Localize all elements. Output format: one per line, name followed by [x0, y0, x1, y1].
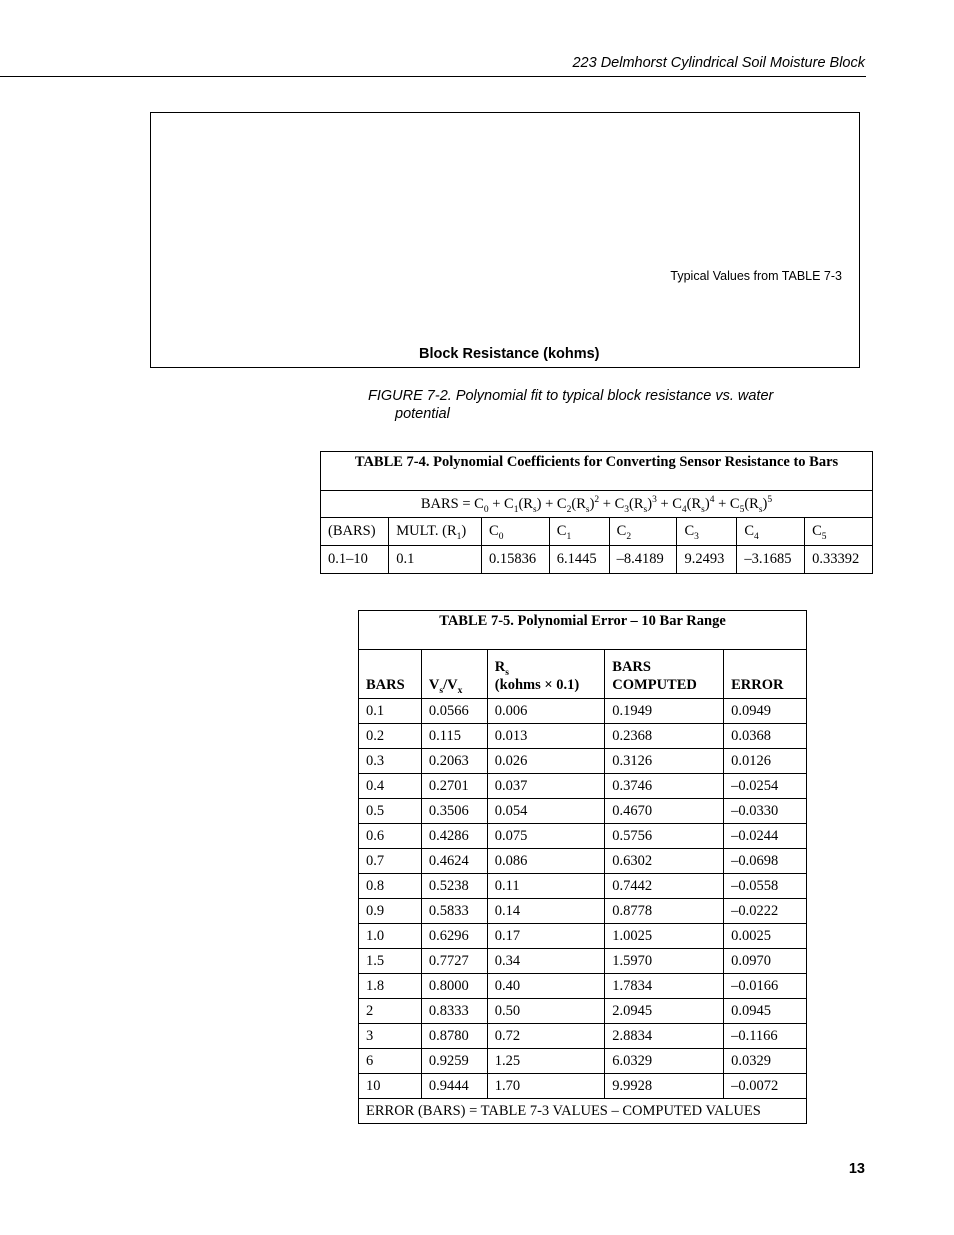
table-cell: 0.037 [487, 774, 604, 799]
table-cell: 0.7 [359, 849, 422, 874]
table-cell: 2 [359, 999, 422, 1024]
table-cell: 2.8834 [605, 1024, 724, 1049]
header-c5: $C_5$ [805, 518, 873, 546]
table-7-4 [320, 451, 873, 574]
table-cell: 0.054 [487, 799, 604, 824]
header-bars-computed: BARS COMPUTED [605, 650, 724, 699]
table-cell: –0.0254 [724, 774, 807, 799]
header-error: ERROR [724, 650, 807, 699]
table-cell: 0.0329 [724, 1049, 807, 1074]
table-cell: 0.6 [359, 824, 422, 849]
table-cell: –0.1166 [724, 1024, 807, 1049]
table-cell: 0.3 [359, 749, 422, 774]
table-cell: 0.0025 [724, 924, 807, 949]
header-bars: (BARS) [321, 518, 389, 546]
table-title-row [321, 452, 873, 491]
table-cell: 0.7727 [421, 949, 487, 974]
table-cell: 0.5756 [605, 824, 724, 849]
table-cell: 1.0 [359, 924, 422, 949]
table-cell: –0.0166 [724, 974, 807, 999]
table-header-row [359, 650, 807, 699]
header-rule [0, 76, 866, 77]
header-c4: $C_4$ [737, 518, 805, 546]
table-cell: 0.0566 [421, 699, 487, 724]
table-row [359, 824, 807, 849]
table-cell: 0.33392 [805, 546, 873, 574]
table-cell: 0.2701 [421, 774, 487, 799]
equation-row [321, 491, 873, 518]
table-cell: 0.17 [487, 924, 604, 949]
table-cell: –0.0330 [724, 799, 807, 824]
table-cell: 0.7442 [605, 874, 724, 899]
table-cell: –3.1685 [737, 546, 805, 574]
table-cell: 6 [359, 1049, 422, 1074]
table-cell: 0.2368 [605, 724, 724, 749]
table-cell: 0.9444 [421, 1074, 487, 1099]
table-cell: 9.2493 [677, 546, 737, 574]
table-cell: 1.5 [359, 949, 422, 974]
table-cell: 0.4670 [605, 799, 724, 824]
running-title: 223 Delmhorst Cylindrical Soil Moisture Block [572, 55, 865, 71]
table-cell: 1.8 [359, 974, 422, 999]
table-cell: 0.1 [389, 546, 482, 574]
table-cell: 0.34 [487, 949, 604, 974]
table-row [359, 874, 807, 899]
table-row [359, 899, 807, 924]
table-cell: 2.0945 [605, 999, 724, 1024]
table-row [359, 924, 807, 949]
table-cell: 0.1 [359, 699, 422, 724]
table-cell: 0.15836 [482, 546, 550, 574]
table-cell: 0.1949 [605, 699, 724, 724]
table-cell: 0.8 [359, 874, 422, 899]
table-row [359, 724, 807, 749]
header-c2: $C_2$ [609, 518, 677, 546]
header-c3: $C_3$ [677, 518, 737, 546]
table-cell: 0.8333 [421, 999, 487, 1024]
table-cell: 0.086 [487, 849, 604, 874]
table-cell: 0.3126 [605, 749, 724, 774]
table-title-row [359, 611, 807, 650]
table-cell: 0.6296 [421, 924, 487, 949]
header-mult: MULT. $(R_1)$ [389, 518, 482, 546]
table-cell: 0.9259 [421, 1049, 487, 1074]
table-row [359, 774, 807, 799]
table-cell: 10 [359, 1074, 422, 1099]
table-cell: 0.5 [359, 799, 422, 824]
table-cell: –0.0698 [724, 849, 807, 874]
table-7-5-title: TABLE 7-5. Polynomial Error – 10 Bar Range [359, 611, 807, 650]
page-number: 13 [848, 1161, 865, 1177]
table-cell: 1.7834 [605, 974, 724, 999]
figure-caption-line2: potential [395, 406, 450, 422]
figure-caption-line1: FIGURE 7-2. Polynomial fit to typical block resistance vs. water [368, 388, 774, 404]
table-cell: 1.25 [487, 1049, 604, 1074]
table-cell: 0.14 [487, 899, 604, 924]
table-cell: 0.0949 [724, 699, 807, 724]
table-cell: 0.115 [421, 724, 487, 749]
table-cell: 0.0368 [724, 724, 807, 749]
table-cell: 0.5238 [421, 874, 487, 899]
table-cell: 3 [359, 1024, 422, 1049]
table-cell: 0.4286 [421, 824, 487, 849]
figure-caption [368, 387, 828, 423]
table-cell: 0.013 [487, 724, 604, 749]
table-cell: 0.6302 [605, 849, 724, 874]
table-cell: –0.0072 [724, 1074, 807, 1099]
table-cell: 9.9928 [605, 1074, 724, 1099]
table-cell: 0.075 [487, 824, 604, 849]
table-row [359, 999, 807, 1024]
header-voltage-ratio: $V_s/V_x$ [421, 650, 487, 699]
header-resistance: $R_s$ (kohms × 0.1) [487, 650, 604, 699]
table-row [359, 974, 807, 999]
table-row [359, 799, 807, 824]
table-cell: 6.1445 [549, 546, 609, 574]
table-cell: 0.006 [487, 699, 604, 724]
table-cell: 0.50 [487, 999, 604, 1024]
table-cell: 0.3746 [605, 774, 724, 799]
table-row [359, 749, 807, 774]
figure-7-2-plot [150, 112, 860, 368]
table-cell: 0.8000 [421, 974, 487, 999]
table-cell: 1.5970 [605, 949, 724, 974]
table-header-row [321, 518, 873, 546]
table-cell: –8.4189 [609, 546, 677, 574]
table-cell: 0.3506 [421, 799, 487, 824]
table-cell: 1.70 [487, 1074, 604, 1099]
table-7-4-title: TABLE 7-4. Polynomial Coefficients for Converting Sensor Resistance to Bars [321, 452, 873, 491]
table-row [359, 849, 807, 874]
table-row [321, 546, 873, 574]
header-bars: BARS [359, 650, 422, 699]
table-cell: 0.8780 [421, 1024, 487, 1049]
table-cell: 0.4624 [421, 849, 487, 874]
table-7-5 [358, 610, 807, 1124]
table-cell: 0.026 [487, 749, 604, 774]
table-row [359, 1074, 807, 1099]
x-axis-label: Block Resistance (kohms) [414, 346, 605, 362]
table-cell: 0.11 [487, 874, 604, 899]
table-footer-row [359, 1099, 807, 1124]
table-cell: 0.9 [359, 899, 422, 924]
table-row [359, 699, 807, 724]
table-cell: 0.1–10 [321, 546, 389, 574]
table-cell: 1.0025 [605, 924, 724, 949]
table-cell: 0.4 [359, 774, 422, 799]
table-cell: 0.5833 [421, 899, 487, 924]
table-cell: 0.8778 [605, 899, 724, 924]
table-cell: –0.0222 [724, 899, 807, 924]
table-cell: 0.2 [359, 724, 422, 749]
table-cell: 6.0329 [605, 1049, 724, 1074]
table-cell: –0.0244 [724, 824, 807, 849]
figure-legend: Typical Values from TABLE 7-3 [670, 269, 842, 283]
table-cell: 0.0126 [724, 749, 807, 774]
header-c1: $C_1$ [549, 518, 609, 546]
table-row [359, 949, 807, 974]
bars-equation: BARS = $C_0 + C_1(R_s) + C_2(R_s)^2 + C_3(R_s)^3 + C_4(R_s)^4 + C_5(R_s)^5$ [321, 491, 873, 518]
table-cell: 0.0945 [724, 999, 807, 1024]
header-c0: $C_0$ [482, 518, 550, 546]
table-row [359, 1024, 807, 1049]
table-cell: 0.0970 [724, 949, 807, 974]
table-cell: 0.40 [487, 974, 604, 999]
table-row [359, 1049, 807, 1074]
table-cell: 0.72 [487, 1024, 604, 1049]
table-footer-note: ERROR (BARS) = TABLE 7-3 VALUES – COMPUTED VALUES [359, 1099, 807, 1124]
table-cell: 0.2063 [421, 749, 487, 774]
table-cell: –0.0558 [724, 874, 807, 899]
